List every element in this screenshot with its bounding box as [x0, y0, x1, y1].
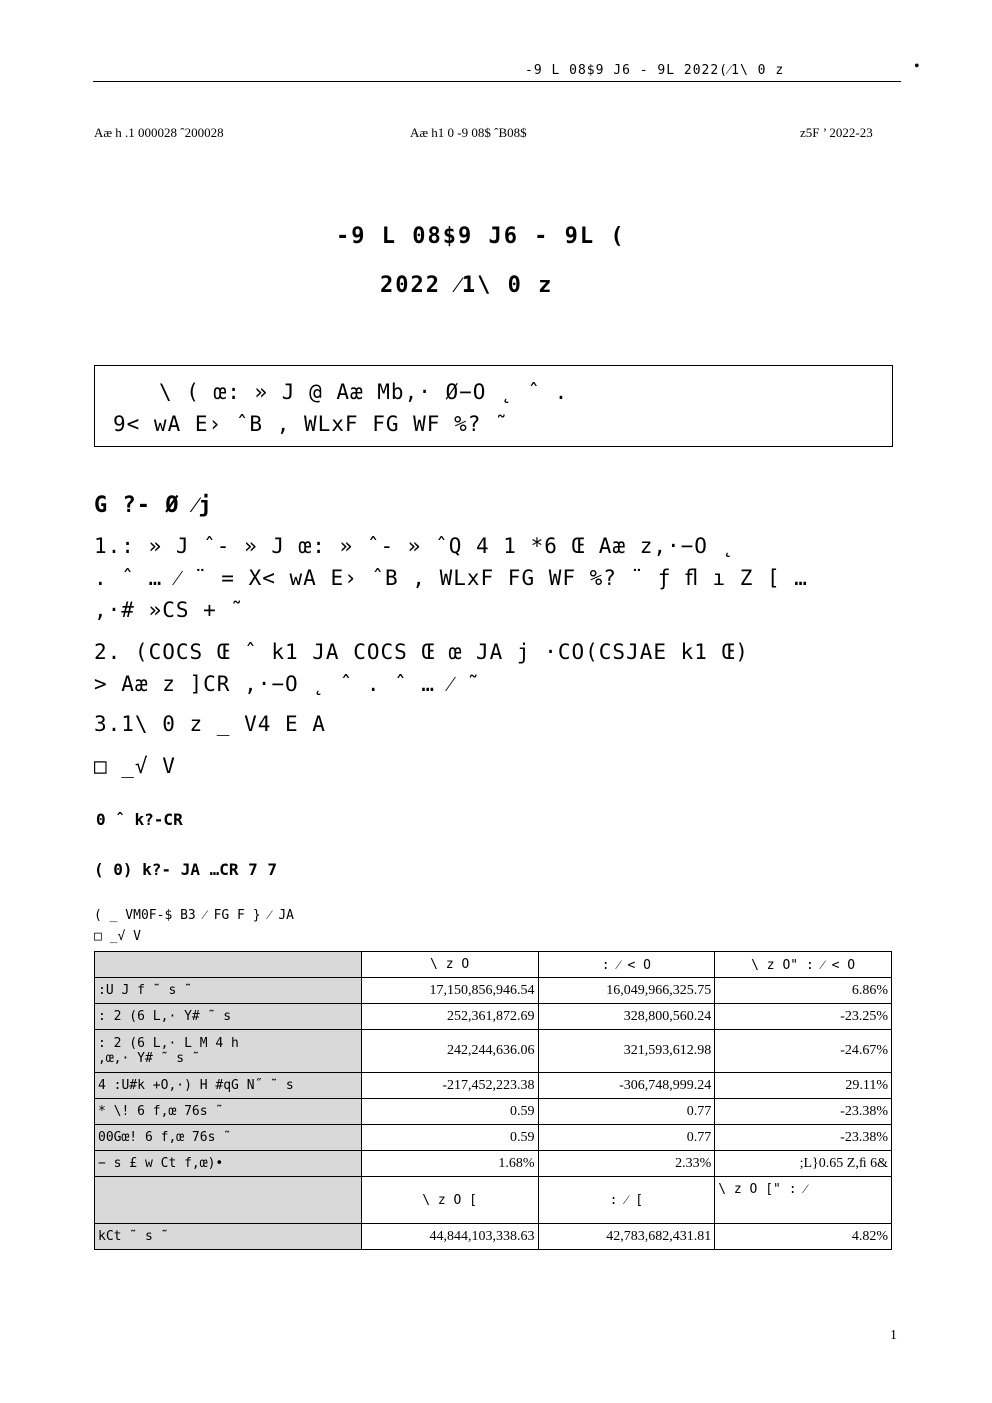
note-item-2-line2: > Aæ z ]CR ,·−O ˛ ˆ . ˆ … ⁄ ˜ [94, 672, 481, 696]
header-cell-current: \ z O [361, 952, 538, 978]
row-label: * \! 6 f,œ 76s ˜ [95, 1099, 362, 1125]
stock-code: Aæ h .1 000028 ˆ200028 [94, 125, 224, 140]
cell-change: -23.25% [715, 1004, 892, 1030]
cell-previous: 0.77 [538, 1099, 715, 1125]
cell-previous: 42,783,682,431.81 [538, 1224, 715, 1250]
table-row [95, 1004, 892, 1030]
cell-change: 29.11% [715, 1073, 892, 1099]
disclaimer-box [94, 365, 893, 447]
row-label: 4 :U#k +O,·) H #qG N˝ ˜ s [95, 1073, 362, 1099]
row-label: 00Gœ! 6 f,œ 76s ˜ [95, 1125, 362, 1151]
note-item-4: □ _√ V [94, 754, 176, 778]
note-item-1-line1: 1.: » J ˆ- » J œ: » ˆ- » ˆQ 4 1 *6 Œ Aæ z,·−O ˛ [94, 534, 736, 558]
cell-change: 4.82% [715, 1224, 892, 1250]
table-row [95, 978, 892, 1004]
document-title-line2: 2022 ⁄1\ 0 z [380, 273, 554, 298]
row-label: − s £ w Ct f,œ)• [95, 1151, 362, 1177]
cell-current: 252,361,872.69 [361, 1004, 538, 1030]
row-label [95, 1030, 362, 1073]
cell-change: -23.38% [715, 1099, 892, 1125]
note-item-1-line3: ,·# »CS + ˜ [94, 598, 245, 622]
note-item-2-line1: 2. (COCS Œ ˆ k1 JA COCS Œ œ JA j ·CO(CSJAE k1 Œ) [94, 640, 749, 664]
currency-note: ( _ VM0F-$ B3 ⁄ FG F } ⁄ JA [94, 908, 295, 923]
cell-current: 1.68% [361, 1151, 538, 1177]
header2-cell-change: \ z O [" : ⁄ [715, 1177, 892, 1224]
cell-current: -217,452,223.38 [361, 1073, 538, 1099]
header-cell-change: \ z O" : ⁄ < O [715, 952, 892, 978]
row-label: :U J f ˜ s ˜ [95, 978, 362, 1004]
row-label: kCt ˜ s ˜ [95, 1224, 362, 1250]
cell-current: 17,150,856,946.54 [361, 978, 538, 1004]
cell-current: 242,244,636.06 [361, 1030, 538, 1073]
row-label-line1: : 2 (6 L,· L M 4 h [98, 1036, 239, 1051]
page-number: 1 [890, 1328, 897, 1343]
section-heading-financial: 0 ˆ k?-CR [96, 810, 183, 829]
cell-current: 0.59 [361, 1125, 538, 1151]
header2-cell-period-end: \ z O [ [361, 1177, 538, 1224]
cell-previous: 0.77 [538, 1125, 715, 1151]
financial-data-table [94, 951, 892, 1250]
table-row [95, 1224, 892, 1250]
cell-current: 0.59 [361, 1099, 538, 1125]
document-title-line1: -9 L 08$9 J6 - 9L ( [336, 224, 626, 249]
table-row [95, 1125, 892, 1151]
note-item-3: 3.1\ 0 z _ V4 E A [94, 712, 326, 736]
cell-change: -24.67% [715, 1030, 892, 1073]
header2-cell-item [95, 1177, 362, 1224]
cell-previous: 328,800,560.24 [538, 1004, 715, 1030]
row-label: : 2 (6 L,· Y# ˜ s [95, 1004, 362, 1030]
cell-previous: -306,748,999.24 [538, 1073, 715, 1099]
stock-abbreviation: Aæ h1 0 -9 08$ ˆB08$ [410, 125, 527, 140]
cell-change: -23.38% [715, 1125, 892, 1151]
announcement-number: z5F ’ 2022-23 [800, 125, 873, 140]
header2-cell-year-end: : ⁄ [ [538, 1177, 715, 1224]
cell-change: 6.86% [715, 978, 892, 1004]
table-row [95, 1099, 892, 1125]
header-cell-item [95, 952, 362, 978]
disclaimer-line2: 9< wA E› ˆB , WLxF FG WF %? ˜ [113, 412, 509, 436]
header-rule [93, 81, 901, 82]
unit-note: □ _√ V [94, 929, 141, 944]
header-bullet: • [914, 58, 920, 75]
section-heading-important-notes: G ?- Ø ⁄j [94, 493, 213, 518]
table-row [95, 1073, 892, 1099]
cell-change: ;L}0.65 Z,ﬁ 6& [715, 1151, 892, 1177]
header-cell-previous: : ⁄ < O [538, 952, 715, 978]
table-row [95, 1151, 892, 1177]
disclaimer-line1: \ ( œ: » J @ Aæ Mb,· Ø−O ˛ ˆ . [159, 380, 569, 404]
subsection-heading: ( 0) k?- JA …CR 7 7 [94, 860, 278, 879]
table-header-row-2 [95, 1177, 892, 1224]
cell-previous: 2.33% [538, 1151, 715, 1177]
cell-previous: 321,593,612.98 [538, 1030, 715, 1073]
note-item-1-line2: . ˆ … ⁄ ¨ = X< wA E› ˆB , WLxF FG WF %? ¨ ƒ ﬂ ı Z [ … [94, 566, 808, 590]
cell-previous: 16,049,966,325.75 [538, 978, 715, 1004]
table-row [95, 1030, 892, 1073]
running-header: -9 L 08$9 J6 - 9L 2022(⁄1\ 0 z [525, 63, 785, 78]
cell-current: 44,844,103,338.63 [361, 1224, 538, 1250]
row-label-line2: ,œ,· Y# ˜ s ˜ [98, 1051, 200, 1066]
table-header-row [95, 952, 892, 978]
